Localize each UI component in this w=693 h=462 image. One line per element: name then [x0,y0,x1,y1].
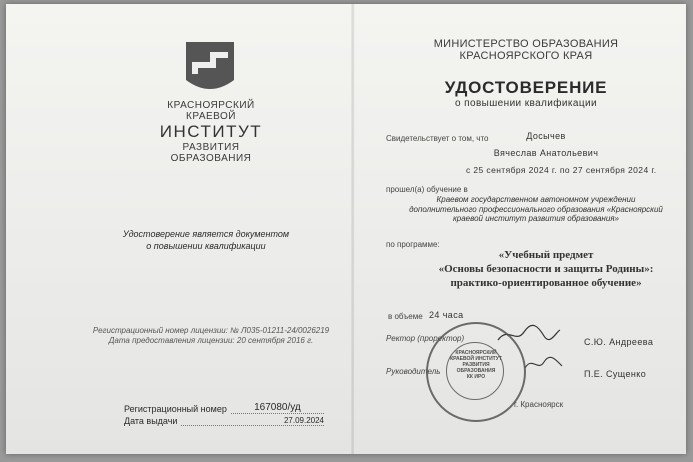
program-title [416,248,676,290]
institute-big: ИНСТИТУТ [159,122,263,141]
program-line: практико-ориентированное обучение» [450,277,642,289]
issue-date-label: Дата выдачи [124,416,178,426]
license-info [76,326,346,346]
stamp-line: КРАСНОЯРСКИЙ [455,350,497,356]
certifies-label: Свидетельствует о том, что [386,134,489,143]
document-title: УДОСТОВЕРЕНИЕ [444,78,608,97]
official-stamp [426,322,526,422]
organization-line: краевой институт развития образования» [452,214,620,223]
document-note [96,228,316,252]
document-subtitle: о повышении квалификации [455,98,597,109]
program-line: «Основы безопасности и защиты Родины»: [438,263,654,275]
registration-block [124,402,324,426]
doc-note-line: о повышении квалификации [146,241,266,251]
ministry-header [426,38,626,62]
document-title-block [426,78,626,109]
program-label: по программе: [386,240,440,249]
holder-surname: Досычев [526,131,566,141]
institute-line: КРАЕВОЙ [186,111,236,122]
ministry-line: КРАСНОЯРСКОГО КРАЯ [459,50,593,62]
rector-label: Ректор (проректор) [386,334,465,343]
program-line: «Учебный предмет [498,249,594,261]
stamp-line: КРАЕВОЙ ИНСТИТУТ [450,356,502,362]
head-name: П.Е. Сущенко [584,369,647,379]
holder-name: Вячеслав Анатольевич [493,148,599,158]
organization [391,195,681,224]
license-date: Дата предоставления лицензии: 20 сентября 2016 г. [108,336,314,345]
stamp-line: ОБРАЗОВАНИЯ [456,368,496,374]
institute-line: ОБРАЗОВАНИЯ [170,153,252,164]
institute-logo-icon [184,40,236,98]
stamp-line: РАЗВИТИЯ [462,362,490,368]
training-dates: с 25 сентября 2024 г. по 27 сентября 2024 г. [466,165,657,175]
certificate-sheet [6,4,686,454]
ministry-line: МИНИСТЕРСТВО ОБРАЗОВАНИЯ [433,38,619,50]
institute-name [126,100,296,164]
center-fold [351,4,355,454]
head-signature-icon [522,354,566,374]
rector-name: С.Ю. Андреева [584,337,654,347]
organization-line: дополнительного профессионального образования «Красноярский [409,204,663,214]
volume-label: в объеме [388,312,423,321]
reg-number-value: 167080/уд [231,402,324,414]
stamp-text [428,350,524,380]
head-label: Руководитель [386,367,441,376]
institute-line: РАЗВИТИЯ [182,142,240,153]
city-label: г. Красноярск [514,400,564,409]
organization-line: Краевом государственном автономном учреждении [436,195,636,204]
doc-note-line: Удостоверение является документом [122,229,290,239]
reg-number-label: Регистрационный номер [124,404,227,414]
license-number: Регистрационный номер лицензии: № Л035-01211-24/0026219 [92,326,330,335]
issue-date-value: 27.09.2024 [181,416,324,426]
volume-value: 24 часа [429,310,464,320]
trained-label: прошел(а) обучение в [386,185,468,194]
stamp-line: КК ИРО [466,374,486,380]
institute-line: КРАСНОЯРСКИЙ [167,100,255,111]
